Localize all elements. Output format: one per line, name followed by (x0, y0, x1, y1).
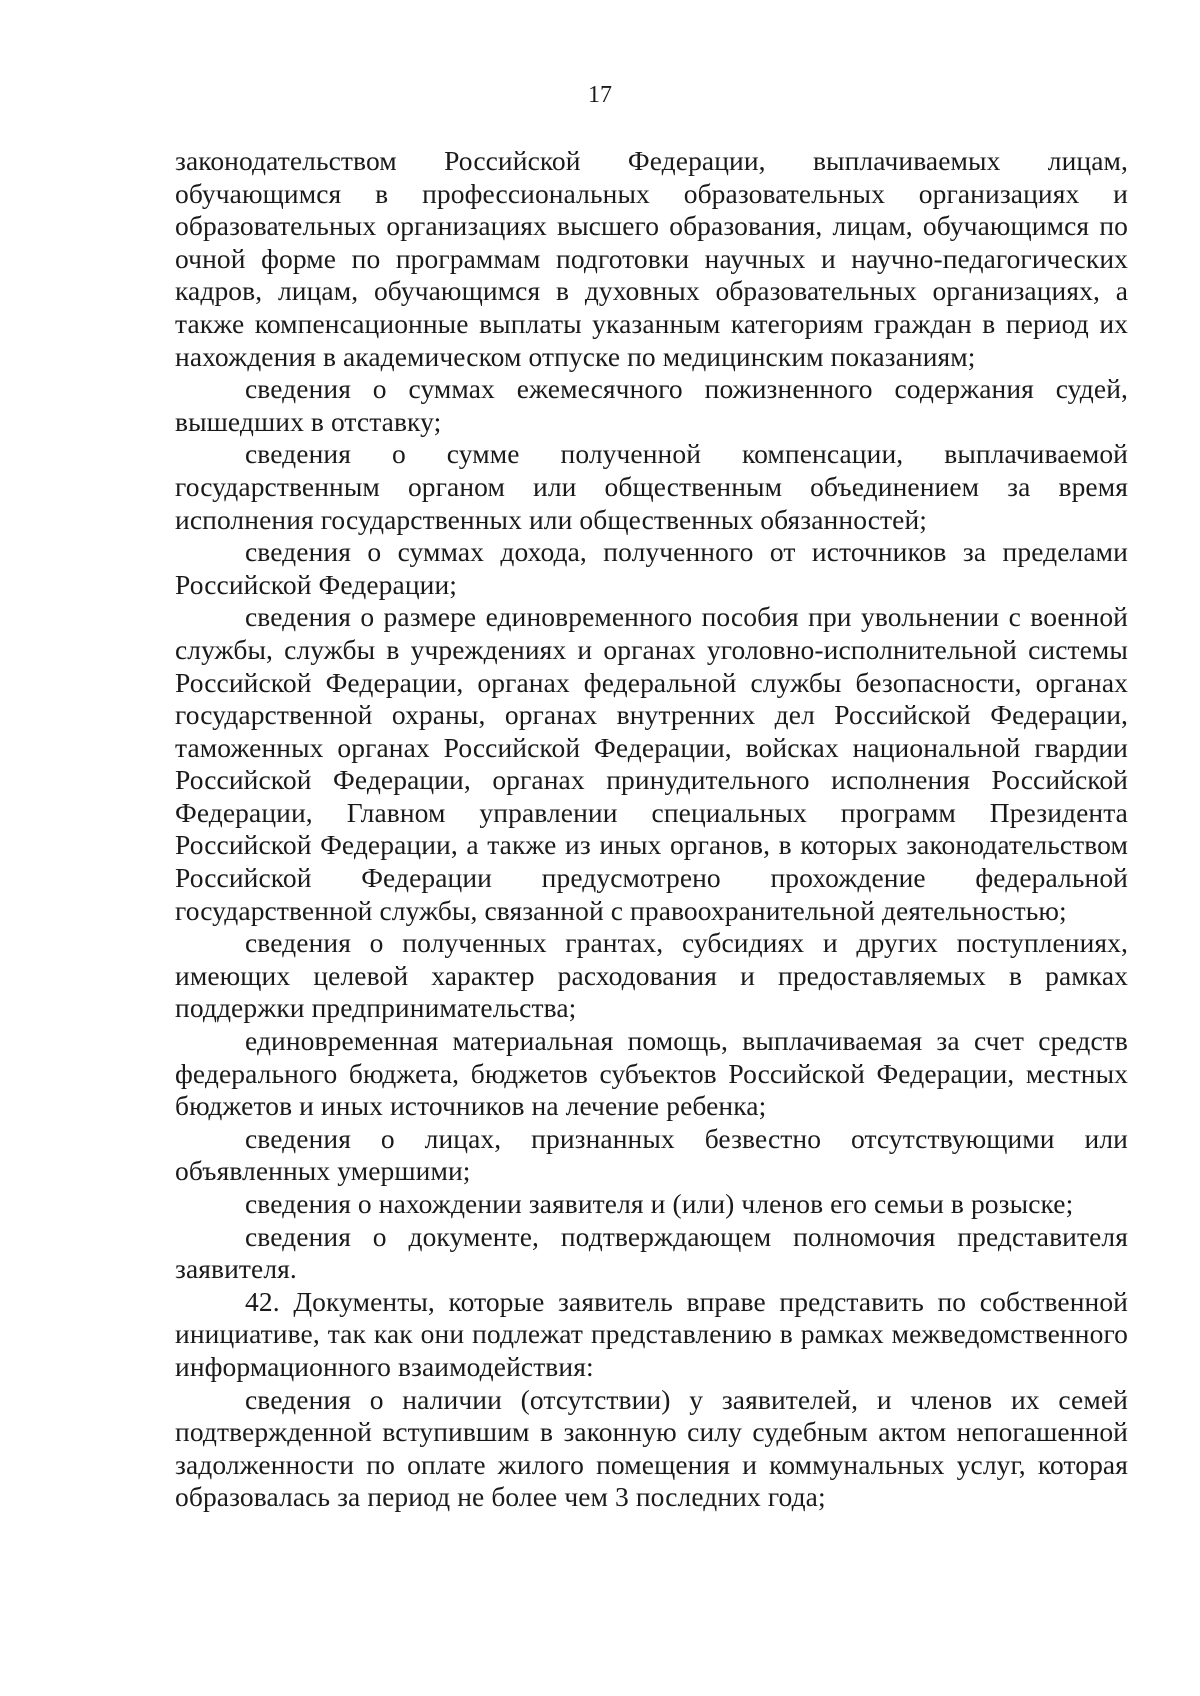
page-number: 17 (588, 82, 612, 108)
paragraph-debt-info: сведения о наличии (отсутствии) у заявителей, и членов их семей подтвержденной вступившим в законную силу судебным актом непогашенной задолженности по оплате жилого помещения и коммунальных услуг, которая образовалась за период не более чем 3 последних года; (175, 1383, 1128, 1513)
paragraph-compensation: сведения о сумме полученной компенсации, выплачиваемой государственным органом или общественным объединением за время исполнения государственных или общественных обязанностей; (175, 438, 1128, 535)
paragraph-item-42: 42. Документы, которые заявитель вправе представить по собственной инициативе, так как они подлежат представлению в рамках межведомственного информационного взаимодействия: (175, 1285, 1128, 1382)
paragraph-judges-allowance: сведения о суммах ежемесячного пожизненного содержания судей, вышедших в отставку; (175, 373, 1128, 437)
paragraph-missing-persons: сведения о лицах, признанных безвестно отсутствующими или объявленных умершими; (175, 1122, 1128, 1187)
paragraph-wanted-search: сведения о нахождении заявителя и (или) членов его семьи в розыске; (245, 1188, 1074, 1219)
paragraph-material-aid: единовременная материальная помощь, выплачиваемая за счет средств федерального бюджета, бюджетов субъектов Российской Федерации, местных бюджетов и иных источников на лечение ребенка; (175, 1025, 1128, 1122)
paragraph-foreign-income: сведения о суммах дохода, полученного от источников за пределами Российской Федерации; (175, 536, 1128, 600)
paragraph-representative-document: сведения о документе, подтверждающем полномочия представителя заявителя. (175, 1220, 1128, 1285)
paragraph-grants: сведения о полученных грантах, субсидиях и других поступлениях, имеющих целевой характер расходования и предоставляемых в рамках поддержки предпринимательства; (175, 927, 1128, 1024)
document-body (175, 145, 1128, 1514)
paragraph-continuation: законодательством Российской Федерации, выплачиваемых лицам, обучающимся в профессиональных образовательных организациях и образовательных организациях высшего образования, лицам, обучающимся по очной форме по программам подготовки научных и научно-педагогических кадров, лицам, обучающимся в духовных образовательных организациях, а также компенсационные выплаты указанным категориям граждан в период их нахождения в академическом отпуске по медицинским показаниям; (175, 145, 1128, 372)
paragraph-severance-allowance: сведения о размере единовременного пособия при увольнении с военной службы, службы в учреждениях и органах уголовно-исполнительной системы Российской Федерации, органах федеральной службы безопасности, органах государственной охраны, органах внутренних дел Российской Федерации, таможенных органах Российской Федерации, войсках национальной гвардии Российской Федерации, органах принудительного исполнения Российской Федерации, Главном управлении специальных программ Президента Российской Федерации, а также из иных органов, в которых законодательством Российской Федерации предусмотрено прохождение федеральной государственной службы, связанной с правоохранительной деятельностью; (175, 601, 1128, 926)
